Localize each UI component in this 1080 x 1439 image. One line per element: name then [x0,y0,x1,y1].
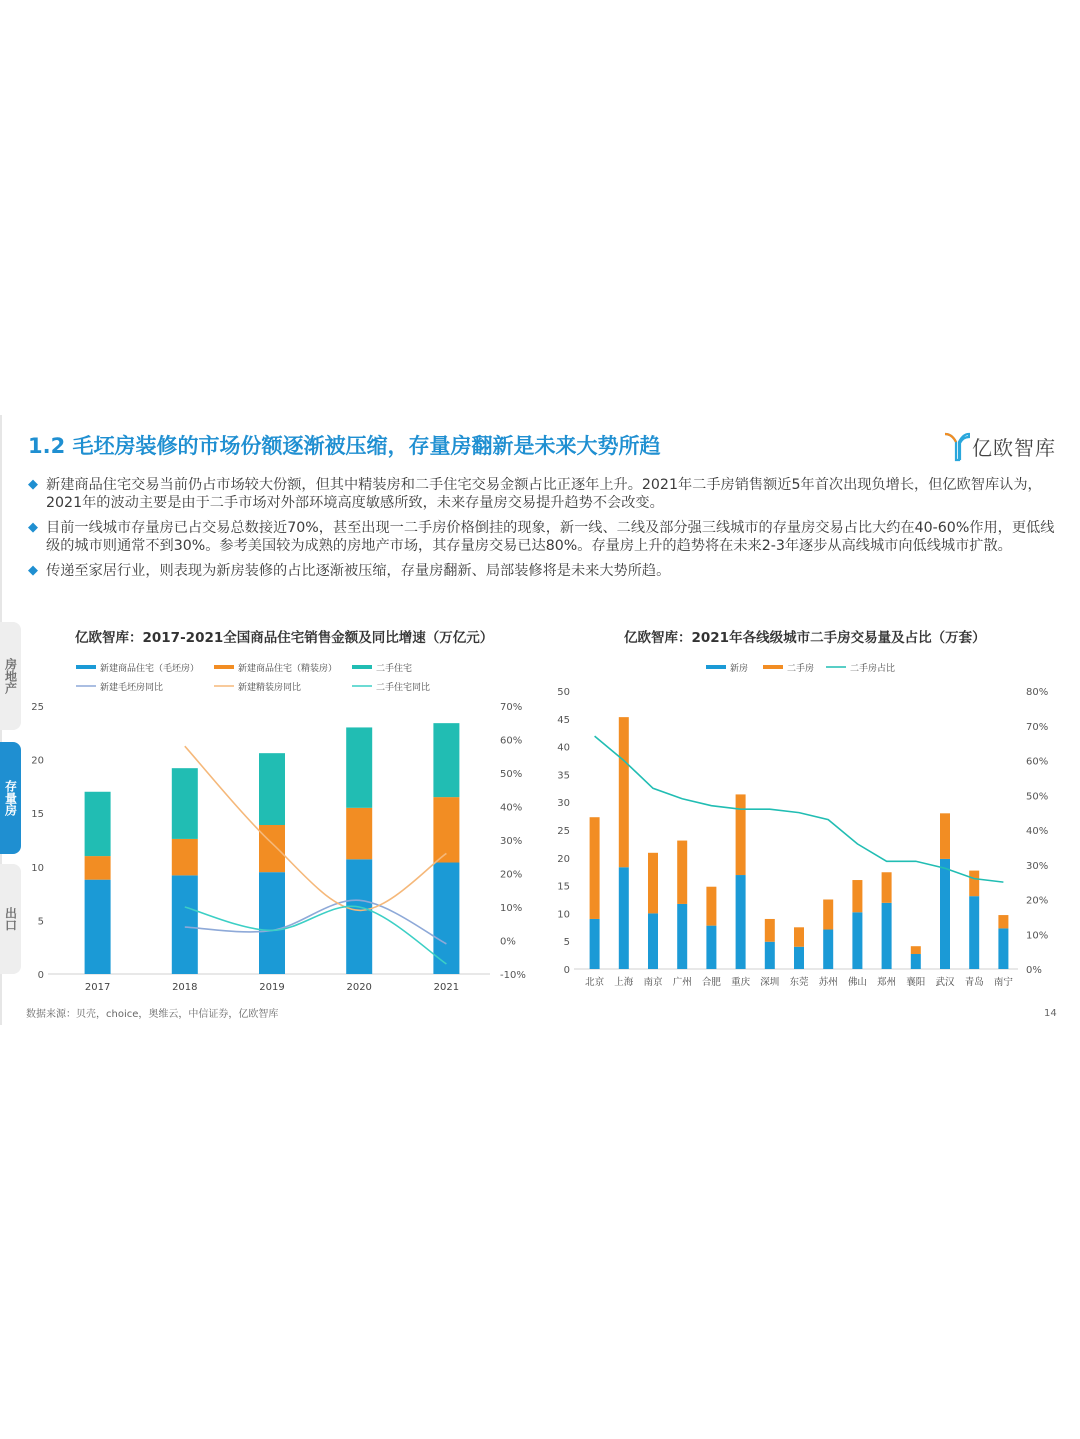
bar-segment [911,946,921,954]
x-tick-label: 南京 [643,977,663,988]
x-tick-label: 2017 [84,982,111,993]
y2-tick-label: 40% [1026,826,1049,837]
chart-2-title: 亿欧智库：2021年各线级城市二手房交易量及占比（万套） [624,630,986,646]
legend-label: 二手住宅 [376,664,413,674]
chart-second-hand-volume [552,652,1062,998]
bar-segment [823,930,833,969]
tab-label: 房地产 [3,658,18,694]
legend-label: 新建商品住宅（精装房） [238,664,338,674]
bar-segment [172,875,198,974]
bar-segment [346,727,372,807]
y-tick-label: 25 [557,826,570,837]
bar-segment [852,880,862,912]
y2-tick-label: 30% [1026,860,1049,872]
bar-segment [259,753,285,825]
bar-segment [882,903,892,969]
x-tick-label: 2018 [172,982,198,993]
y-tick-label: 10 [31,862,44,874]
x-tick-label: 广州 [672,977,692,988]
page-number: 14 [1044,1008,1057,1019]
bullet-text: 目前一线城市存量房已占交易总数接近70%，甚至出现一二手房价格倒挂的现象，新一线、二线及部分强三线城市的存量房交易占比大约在40-60%作用，更低线级的城市则通常不到30%。参考美国较为成熟的房地产市场，其存量房交易已达80%。存量房上升的趋势将在未来2-3年逐步从高线城市向低线城市扩散。 [46,520,1055,554]
bullet-text: 新建商品住宅交易当前仍占市场较大份额，但其中精装房和二手住宅交易金额占比正逐年上升。2021年二手房销售额近5年首次出现负增长，但亿欧智库认为，2021年的波动主要是由于二手市场对外部环境高度敏感所致，未来存量房交易提升趋势不会改变。 [46,477,1042,511]
bar-segment [998,915,1008,928]
bullet-item [28,519,1058,555]
bar-segment [346,808,372,859]
legend-label: 二手房占比 [850,664,896,674]
logo-text: 亿欧智库 [972,435,1056,460]
bar-segment [706,887,716,926]
y-tick-label: 40 [557,742,570,754]
y-tick-label: 15 [557,881,570,893]
bar-segment [172,768,198,839]
diamond-icon: ◆ [28,563,38,578]
x-tick-label: 东莞 [789,977,809,988]
bar-segment [940,859,950,969]
x-tick-label: 2021 [433,982,460,993]
chart-sales-amount [24,652,534,998]
y2-tick-label: 30% [500,836,523,847]
legend-swatch [214,665,234,669]
legend-swatch [706,665,726,669]
x-tick-label: 襄阳 [906,977,926,988]
legend-label: 二手房 [787,664,815,674]
bar-segment [172,839,198,875]
y-tick-label: 0 [37,970,44,981]
bar-segment [677,841,687,904]
bar-segment [590,817,600,919]
y-tick-label: 50 [557,687,570,698]
y2-tick-label: 60% [1026,756,1049,768]
x-tick-label: 2019 [259,982,285,993]
x-tick-label: 上海 [614,977,634,988]
y-tick-label: 5 [563,937,570,949]
x-tick-label: 苏州 [818,977,838,988]
y2-tick-label: 10% [500,903,523,914]
y2-tick-label: 10% [1026,930,1049,942]
bar-segment [85,856,111,880]
x-tick-label: 重庆 [731,977,751,988]
bar-segment [794,947,804,969]
bar-segment [852,912,862,969]
bar-segment [969,896,979,969]
bar-segment [677,904,687,969]
bar-segment [259,825,285,872]
y-tick-label: 5 [37,916,44,928]
y2-tick-label: 60% [500,735,523,747]
bar-segment [346,859,372,974]
y2-tick-label: 50% [500,769,523,780]
bar-segment [736,875,746,969]
data-source: 数据来源：贝壳，choice，奥维云，中信证券，亿欧智库 [26,1009,279,1020]
bar-segment [259,872,285,974]
y2-tick-label: 50% [1026,791,1049,803]
series-line [185,900,447,944]
page-title: 1.2 毛坯房装修的市场份额逐渐被压缩，存量房翻新是未来大势所趋 [28,434,661,458]
bar-segment [590,919,600,969]
legend-swatch [763,665,783,669]
bar-segment [619,717,629,867]
legend-label: 新建商品住宅（毛坯房） [100,664,200,674]
bullet-list [28,476,1058,587]
tab-real-estate[interactable] [0,622,21,730]
x-tick-label: 合肥 [701,977,721,988]
y2-tick-label: 20% [500,869,523,881]
y2-tick-label: 80% [1026,687,1049,698]
y-tick-label: 10 [557,909,570,921]
legend-label: 新建毛坯房同比 [100,683,164,693]
bar-segment [765,942,775,969]
tab-label: 存量房 [3,780,18,816]
bar-segment [940,813,950,859]
y-tick-label: 45 [557,714,570,726]
bar-segment [433,723,459,797]
tab-existing-homes[interactable] [0,742,21,854]
y2-tick-label: 20% [1026,895,1049,907]
x-tick-label: 深圳 [760,977,780,988]
x-tick-label: 郑州 [877,977,897,988]
series-line [185,746,447,910]
legend-label: 新房 [730,664,749,674]
bar-segment [85,880,111,974]
diamond-icon: ◆ [28,520,38,535]
y-tick-label: 25 [31,702,44,713]
x-tick-label: 南宁 [993,977,1013,988]
bullet-item [28,562,1058,580]
x-tick-label: 佛山 [847,977,867,988]
bar-segment [85,792,111,856]
y2-tick-label: 0% [1026,965,1042,976]
y2-tick-label: -10% [500,970,526,981]
legend-swatch [76,665,96,669]
logo [944,428,1064,464]
bar-segment [882,872,892,903]
bar-segment [619,867,629,969]
y-tick-label: 15 [31,809,44,821]
bar-segment [648,853,658,914]
bar-segment [794,927,804,946]
legend-label: 二手住宅同比 [376,683,431,693]
x-tick-label: 北京 [585,977,605,988]
diamond-icon: ◆ [28,477,38,492]
y-tick-label: 20 [557,853,570,865]
y-tick-label: 0 [563,965,570,976]
y2-tick-label: 0% [500,936,516,948]
bar-segment [969,871,979,897]
bullet-item [28,476,1058,512]
bullet-text: 传递至家居行业，则表现为新房装修的占比逐渐被压缩，存量房翻新、局部装修将是未来大势所趋。 [46,563,671,579]
bar-segment [706,926,716,969]
x-tick-label: 2020 [346,982,372,993]
bar-segment [736,794,746,875]
bar-segment [998,928,1008,969]
logo-icon [944,430,970,462]
y-tick-label: 20 [31,755,44,767]
series-line [185,906,447,964]
y2-tick-label: 40% [500,802,523,814]
legend-label: 新建精装房同比 [238,683,302,693]
legend-swatch [352,665,372,669]
chart-1-title: 亿欧智库：2017-2021全国商品住宅销售金额及同比增速（万亿元） [75,630,494,646]
y2-tick-label: 70% [1026,721,1049,733]
bar-segment [823,900,833,930]
bar-segment [911,954,921,969]
x-tick-label: 青岛 [964,977,984,988]
y2-tick-label: 70% [500,702,523,713]
tab-label: 出口 [3,907,18,931]
tab-export[interactable] [0,864,21,974]
y-tick-label: 35 [557,770,570,782]
bar-segment [433,797,459,862]
bar-segment [765,919,775,942]
bar-segment [648,913,658,969]
x-tick-label: 武汉 [935,977,955,988]
y-tick-label: 30 [557,798,570,810]
